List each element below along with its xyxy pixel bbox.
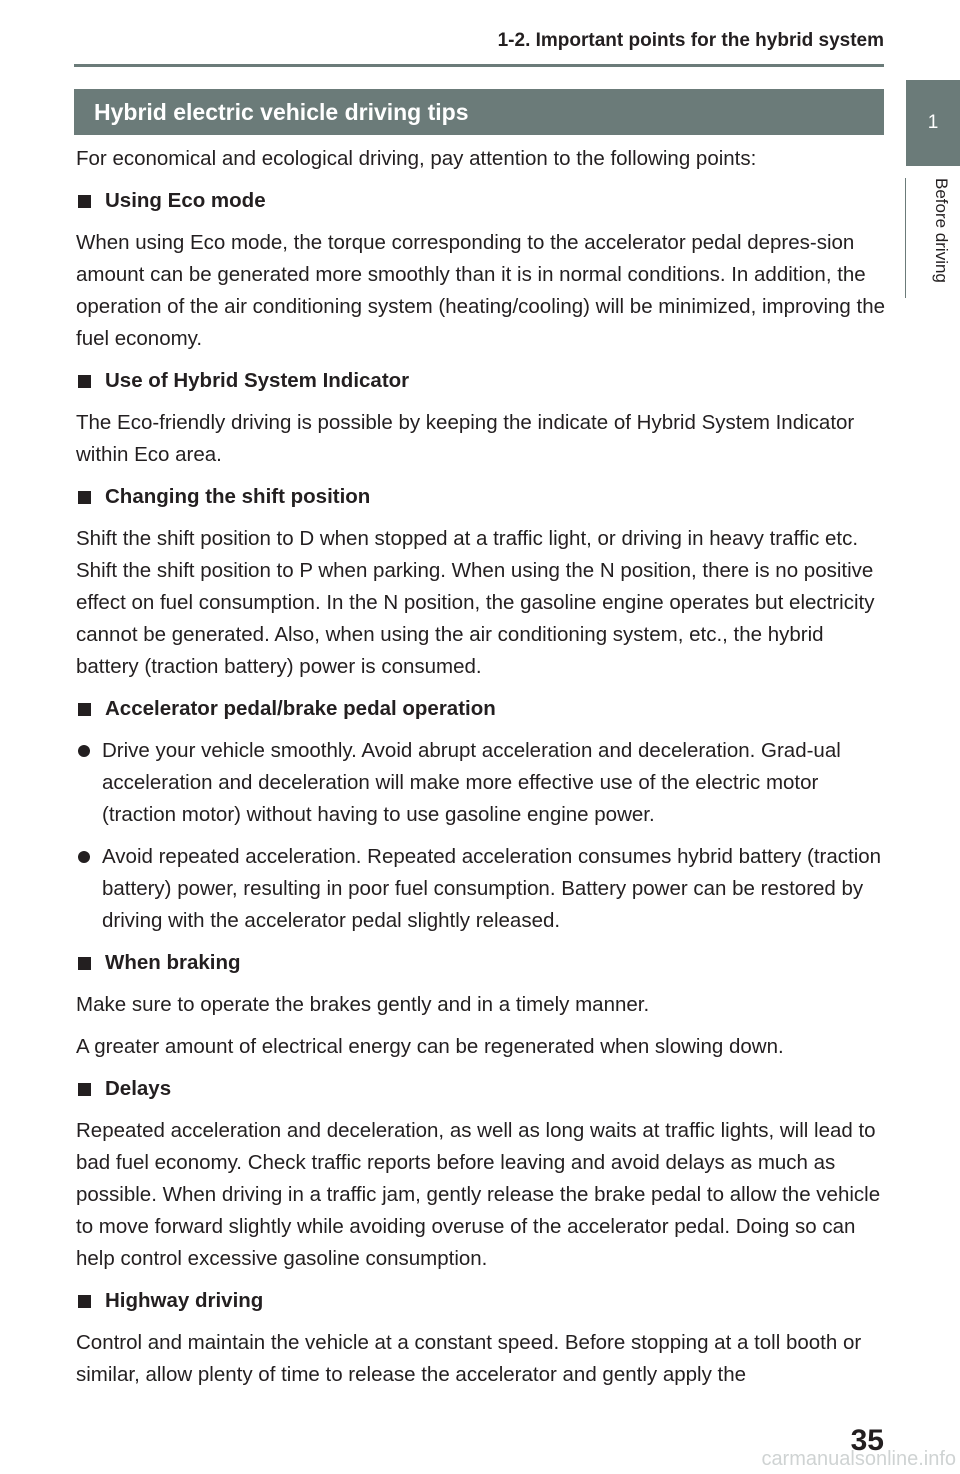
list-item bbox=[76, 841, 886, 937]
intro-paragraph: For economical and ecological driving, pay attention to the following points: bbox=[76, 147, 757, 170]
section-title-bar bbox=[74, 89, 884, 135]
list-item-text: Avoid repeated acceleration. Repeated acceleration consumes hybrid battery (traction battery) power, resulting in poor fuel consumption. Battery power can be restored by driving with the accelerator pedal slightly released. bbox=[102, 845, 882, 932]
square-bullet-icon bbox=[78, 703, 91, 716]
list-item bbox=[76, 735, 886, 831]
square-bullet-icon bbox=[78, 957, 91, 970]
section-title: Hybrid electric vehicle driving tips bbox=[94, 98, 469, 125]
subheading-pedal-operation bbox=[76, 693, 886, 725]
watermark: carmanualsonline.info bbox=[761, 1448, 956, 1470]
braking-paragraph-2: A greater amount of electrical energy can be regenerated when slowing down. bbox=[76, 1035, 784, 1058]
subheading-text: When braking bbox=[105, 951, 241, 974]
header-rule bbox=[74, 64, 884, 67]
subheading-text: Delays bbox=[105, 1077, 172, 1100]
subheading-text: Accelerator pedal/brake pedal operation bbox=[105, 697, 496, 720]
shift-position-paragraph: Shift the shift position to D when stopped at a traffic light, or driving in heavy traffic etc. Shift the shift position to P when parking. When using the N position, there is no positive effect on fuel consumption. In the N position, the gasoline engine operates but electricity cannot be generated. Also, when using the air conditioning system, etc., the hybrid battery (traction battery) power is consumed. bbox=[76, 527, 875, 678]
page-number: 35 bbox=[850, 1424, 884, 1457]
highway-paragraph: Control and maintain the vehicle at a constant speed. Before stopping at a toll booth or similar, allow plenty of time to release the accelerator and gently apply the bbox=[76, 1331, 862, 1386]
chapter-tab-label: Before driving bbox=[932, 178, 951, 283]
hybrid-indicator-paragraph: The Eco-friendly driving is possible by keeping the indicate of Hybrid System Indicator within Eco area. bbox=[76, 411, 855, 466]
subheading-delays bbox=[76, 1073, 886, 1105]
subheading-eco-mode bbox=[76, 185, 886, 217]
delays-paragraph: Repeated acceleration and deceleration, as well as long waits at traffic lights, will lead to bad fuel economy. Check traffic reports before leaving and avoid delays as much as possible. When driving in a traffic jam, gently release the brake pedal to allow the vehicle to move forward slightly while avoiding overuse of the accelerator pedal. Doing so can help control excessive gasoline consumption. bbox=[76, 1119, 881, 1270]
subheading-braking bbox=[76, 947, 886, 979]
subheading-text: Using Eco mode bbox=[105, 189, 266, 212]
list-item-text: Drive your vehicle smoothly. Avoid abrupt acceleration and deceleration. Grad-ual acceleration and deceleration will make more effective use of the electric motor (traction motor) without having to use gasoline engine power. bbox=[102, 739, 841, 826]
eco-mode-paragraph: When using Eco mode, the torque corresponding to the accelerator pedal depres-sion amount can be generated more smoothly than it is in normal conditions. In addition, the operation of the air conditioning system (heating/cooling) will be minimized, improving the fuel economy. bbox=[76, 231, 886, 350]
subheading-text: Changing the shift position bbox=[105, 485, 371, 508]
square-bullet-icon bbox=[78, 375, 91, 388]
subheading-hybrid-indicator bbox=[76, 365, 886, 397]
subheading-highway bbox=[76, 1285, 886, 1317]
chapter-tab-number: 1 bbox=[927, 112, 939, 133]
square-bullet-icon bbox=[78, 1295, 91, 1308]
square-bullet-icon bbox=[78, 491, 91, 504]
braking-paragraph-1: Make sure to operate the brakes gently and in a timely manner. bbox=[76, 993, 650, 1016]
square-bullet-icon bbox=[78, 195, 91, 208]
round-bullet-icon bbox=[78, 745, 90, 757]
page-content bbox=[76, 143, 886, 1401]
subheading-text: Highway driving bbox=[105, 1289, 264, 1312]
side-tab-rule bbox=[905, 178, 906, 298]
chapter-tab[interactable] bbox=[906, 80, 960, 166]
subheading-text: Use of Hybrid System Indicator bbox=[105, 369, 410, 392]
square-bullet-icon bbox=[78, 1083, 91, 1096]
running-head: 1-2. Important points for the hybrid system bbox=[497, 30, 884, 51]
round-bullet-icon bbox=[78, 851, 90, 863]
subheading-shift-position bbox=[76, 481, 886, 513]
